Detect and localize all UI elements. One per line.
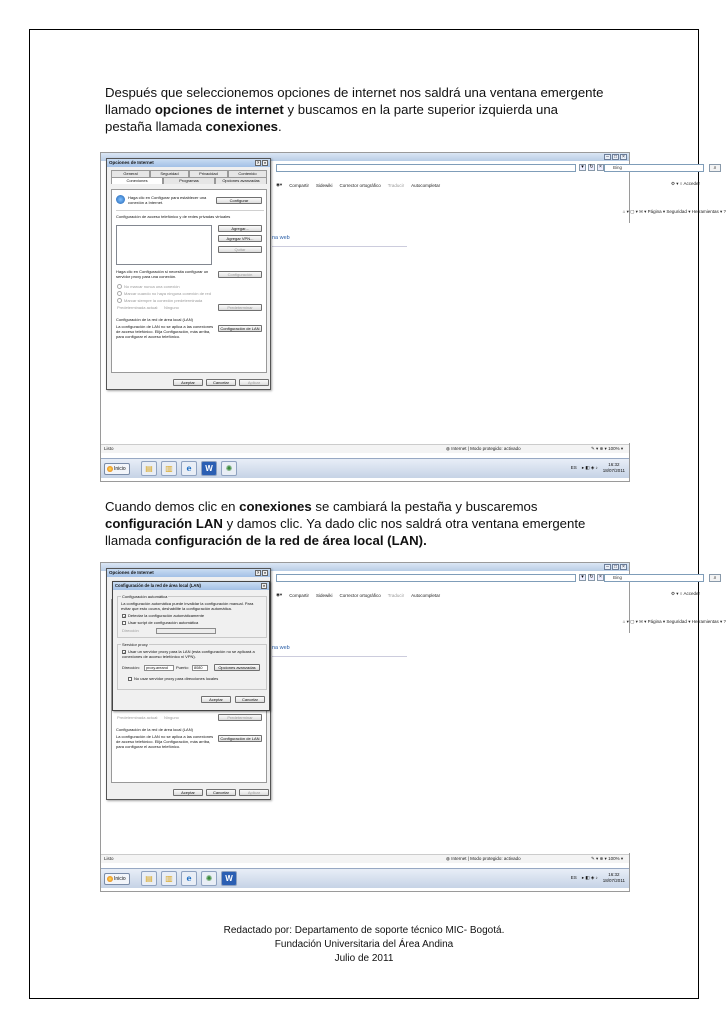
set-default-button[interactable]: Predeterminar xyxy=(218,714,262,721)
checkbox-checked-icon: ✓ xyxy=(123,613,127,619)
radio-always-dial[interactable]: Marcar siempre la conexión predeterminada xyxy=(117,298,202,303)
bold-run: configuración LAN xyxy=(105,516,223,531)
cancel-button[interactable]: Cancelar xyxy=(206,379,236,386)
tab-row-2 xyxy=(111,177,267,184)
browser-toolbar xyxy=(276,181,626,189)
close-icon[interactable]: × xyxy=(620,564,627,570)
group-label: Servidor proxy xyxy=(122,642,148,647)
sidewiki-button[interactable]: Sidewiki xyxy=(315,182,333,188)
dropdown-icon[interactable]: ▾ xyxy=(579,164,586,171)
dialog-title-buttons xyxy=(255,160,268,166)
internet-explorer-icon[interactable]: e xyxy=(181,871,197,886)
internet-explorer-icon[interactable]: e xyxy=(181,461,197,476)
page-menu[interactable]: Página xyxy=(647,619,662,624)
status-bar xyxy=(101,444,629,453)
autofill-button[interactable]: Autocompletar xyxy=(411,182,441,188)
explorer-icon[interactable]: ▥ xyxy=(161,871,177,886)
safety-menu[interactable]: Seguridad xyxy=(666,209,687,214)
text-run: Cuando demos clic en xyxy=(105,499,240,514)
content-title: na web xyxy=(272,645,290,651)
tab-content[interactable]: Contenido xyxy=(228,170,267,177)
internet-options-dialog xyxy=(106,158,271,390)
bold-run: configuración de la red de área local (LAN). xyxy=(154,533,427,548)
advanced-button[interactable]: Opciones avanzadas xyxy=(214,664,260,671)
bold-run: conexiones xyxy=(239,499,312,514)
lan-text: La configuración de LAN no se aplica a las conexiones de acceso telefónico. Elija Configuración, más arriba, para configurar el acceso telefónico. xyxy=(116,324,214,339)
tab-programs[interactable]: Programas xyxy=(163,177,215,184)
tab-connections[interactable]: Conexiones xyxy=(111,177,163,184)
page-content xyxy=(271,223,631,443)
setup-button[interactable]: Configurar xyxy=(216,197,262,204)
word-icon[interactable]: W xyxy=(221,871,237,886)
lan-settings-dialog xyxy=(112,581,270,711)
start-button[interactable]: Inicio xyxy=(104,463,130,475)
current-default-label: Predeterminada actual: xyxy=(117,715,159,720)
close-icon[interactable]: × xyxy=(263,570,267,575)
remove-button[interactable]: Quitar xyxy=(218,246,262,253)
dialog-title: Opciones de Internet ? × xyxy=(107,569,270,577)
globe-icon xyxy=(116,195,125,204)
set-default-button[interactable]: Predeterminar xyxy=(218,304,262,311)
minimize-icon[interactable]: – xyxy=(604,154,611,160)
share-button[interactable]: Compartir xyxy=(289,182,309,188)
group-label: Configuración automática xyxy=(122,594,168,599)
text-run: . xyxy=(278,119,282,134)
lan-dialog-title: Configuración de la red de área local (LAN) × xyxy=(113,582,269,590)
window-buttons xyxy=(604,564,627,570)
connections-list[interactable] xyxy=(116,225,212,265)
tab-advanced[interactable]: Opciones avanzadas xyxy=(215,177,267,184)
radio-dial-when-no-network[interactable]: Marcar cuando no haya ninguna conexión de red xyxy=(117,291,211,296)
status-bar xyxy=(101,854,629,863)
tool-icon[interactable]: ✺ xyxy=(221,461,237,476)
sidewiki-button[interactable]: Sidewiki xyxy=(315,592,333,598)
lan-cancel-button[interactable]: Cancelar xyxy=(235,696,265,703)
taskbar-icons xyxy=(141,461,237,476)
text-run: se cambiará la pestaña y buscaremos xyxy=(311,499,538,514)
bold-run: conexiones xyxy=(205,119,279,134)
cancel-button[interactable]: Cancelar xyxy=(206,789,236,796)
current-default-value: Ninguno xyxy=(164,715,179,720)
tool-icon[interactable]: ✺ xyxy=(201,871,217,886)
search-icon[interactable]: ⌕ xyxy=(709,164,721,172)
lan-heading: Configuración de la red de área local (LAN) xyxy=(116,317,193,322)
detect-settings-checkbox[interactable]: ✓ Detectar la configuración automáticamente xyxy=(123,613,205,619)
close-icon[interactable]: × xyxy=(620,154,627,160)
vpn-heading: Configuración de acceso telefónico y de redes privadas virtuales xyxy=(116,214,231,219)
ok-button[interactable]: Aceptar xyxy=(173,789,203,796)
connections-pane xyxy=(111,189,267,373)
current-default-value: Ninguno xyxy=(164,305,179,310)
security-zone: ◍ Internet | Modo protegido: activado xyxy=(446,856,521,861)
start-button[interactable]: Inicio xyxy=(104,873,130,885)
clock[interactable]: 16:32 18/07/2011 xyxy=(602,462,625,473)
signin-link[interactable]: ⚙ ▾ ○ Acceder xyxy=(671,591,701,596)
maximize-icon[interactable]: □ xyxy=(613,564,618,570)
zoom-level[interactable]: ✎ ▾ ⊕ ▾ 100% ▾ xyxy=(591,446,624,451)
search-input[interactable]: Bing xyxy=(604,574,704,582)
clock[interactable]: 16:32 18/07/2011 xyxy=(602,872,625,883)
close-icon[interactable]: × xyxy=(263,160,267,165)
tab-row-1 xyxy=(111,170,267,177)
tools-menu[interactable]: Herramientas xyxy=(691,209,719,214)
lan-text: La configuración de LAN no se aplica a las conexiones de acceso telefónico. Elija Configuración, más arriba, para configurar el acceso telefónico. xyxy=(116,734,214,749)
zoom-level[interactable]: ✎ ▾ ⊕ ▾ 100% ▾ xyxy=(591,856,624,861)
tab-security[interactable]: Seguridad xyxy=(150,170,189,177)
auto-config-text: La configuración automática puede invalidar la configuración manual. Para evitar que esto ocurra, deshabilite la configuración automática. xyxy=(121,601,254,611)
stop-icon[interactable]: × xyxy=(597,164,604,171)
ok-button[interactable]: Aceptar xyxy=(173,379,203,386)
port-label: Puerto: xyxy=(176,665,189,670)
address-buttons xyxy=(579,164,604,171)
lan-heading: Configuración de la red de área local (LAN) xyxy=(116,727,193,732)
divider xyxy=(116,210,264,211)
folder-icon[interactable]: ▤ xyxy=(141,461,157,476)
dialog-buttons xyxy=(107,379,270,388)
share-button[interactable]: Compartir xyxy=(289,592,309,598)
apply-button[interactable]: Aplicar xyxy=(239,379,269,386)
proxy-address-label: Dirección: xyxy=(122,665,140,670)
auto-config-group xyxy=(117,596,267,638)
tray-icons[interactable]: ▸ ◧ ◈ ♪ xyxy=(581,874,598,880)
tray-icons[interactable]: ▸ ◧ ◈ ♪ xyxy=(581,464,598,470)
current-default-label: Predeterminada actual: xyxy=(117,305,159,310)
windows-logo-icon xyxy=(107,466,113,472)
page-menu[interactable]: Página xyxy=(647,209,662,214)
bypass-local-checkbox[interactable]: No usar servidor proxy para direcciones locales xyxy=(128,676,218,681)
bold-run: opciones de internet xyxy=(154,102,284,117)
proxy-address-input[interactable]: proxy.areand xyxy=(144,665,174,671)
window-buttons xyxy=(604,154,627,160)
instruction-paragraph-1 xyxy=(105,84,605,135)
content-divider xyxy=(272,656,407,657)
taskbar xyxy=(101,458,629,478)
refresh-icon[interactable]: ↻ xyxy=(589,164,594,170)
maximize-icon[interactable]: □ xyxy=(613,154,618,160)
text-run: y buscamos en la parte superior izquierda una pestaña llamada xyxy=(105,102,558,134)
checkbox-checked-icon: ✓ xyxy=(123,649,127,655)
setup-text: Haga clic en Configurar para establecer una conexión a Internet. xyxy=(128,195,207,205)
footer-institution: Fundación Universitaria del Área Andina xyxy=(274,939,454,950)
use-proxy-checkbox[interactable]: ✓ Usar un servidor proxy para la LAN (esta configuración no se aplicará a conexiones de acceso telefónico ni VPN). xyxy=(122,649,255,659)
windows-logo-icon xyxy=(107,876,113,882)
safety-menu[interactable]: Seguridad xyxy=(666,619,687,624)
translate-button[interactable]: Traducir xyxy=(387,592,405,598)
minimize-icon[interactable]: – xyxy=(604,564,611,570)
explorer-icon[interactable]: ▥ xyxy=(161,461,177,476)
footer-author: Redactado por: Departamento de soporte técnico MIC- Bogotá. xyxy=(223,925,505,936)
lan-ok-button[interactable]: Aceptar xyxy=(201,696,231,703)
tab-privacy[interactable]: Privacidad xyxy=(189,170,228,177)
dropdown-icon[interactable]: ▾ xyxy=(579,574,586,581)
checkbox-icon xyxy=(122,621,126,625)
taskbar xyxy=(101,868,629,888)
close-icon[interactable]: × xyxy=(262,583,266,588)
translate-button[interactable]: Traducir xyxy=(387,182,405,188)
apply-button[interactable]: Aplicar xyxy=(239,789,269,796)
taskbar-icons xyxy=(141,871,237,886)
command-bar: ⌂ ▾ ▢ ▾ ✉ ▾ Página ▾ Seguridad ▾ Herramientas ▾ ? xyxy=(622,209,726,214)
search-icon[interactable]: ⌕ xyxy=(709,574,721,582)
screenshot-internet-options xyxy=(100,152,726,482)
address-bar[interactable] xyxy=(276,164,576,172)
internet-options-dialog xyxy=(106,568,271,800)
tab-general[interactable]: General xyxy=(111,170,150,177)
system-tray xyxy=(571,872,625,883)
content-title: na web xyxy=(272,235,290,241)
stop-icon[interactable]: × xyxy=(597,574,604,581)
proxy-group xyxy=(117,644,267,690)
browser-toolbar xyxy=(276,591,626,599)
dialog-buttons xyxy=(107,789,270,798)
screenshot-lan-settings xyxy=(100,562,726,892)
text-run: Después que seleccionemos opciones de internet nos saldrá una ventana emergente llamado xyxy=(105,85,604,117)
globe-icon[interactable]: ◉▾ xyxy=(276,592,283,597)
status-text: Listo xyxy=(104,856,114,861)
page-content xyxy=(271,633,631,853)
radio-never-dial[interactable]: No marcar nunca una conexión xyxy=(117,284,180,289)
language-indicator[interactable]: ES xyxy=(570,465,577,470)
help-icon[interactable]: ? xyxy=(256,160,260,165)
status-text: Listo xyxy=(104,446,114,451)
address-buttons xyxy=(579,574,604,581)
script-address-input[interactable] xyxy=(156,628,216,634)
folder-icon[interactable]: ▤ xyxy=(141,871,157,886)
port-input[interactable]: 8080 xyxy=(192,665,208,671)
text-run: y damos clic. Ya dado clic nos saldrá otra ventana emergente llamada xyxy=(105,516,586,548)
help-icon[interactable]: ? xyxy=(256,570,260,575)
globe-icon[interactable]: ◉▾ xyxy=(276,182,283,187)
spellcheck-button[interactable]: Corrector ortográfico xyxy=(339,592,381,598)
content-divider xyxy=(272,246,407,247)
dialog-title-buttons xyxy=(255,570,268,576)
word-icon[interactable]: W xyxy=(201,461,217,476)
signin-link[interactable]: ⚙ ▾ ○ Acceder xyxy=(671,181,701,186)
settings-button[interactable]: Configuración xyxy=(218,271,262,278)
spellcheck-button[interactable]: Corrector ortográfico xyxy=(339,182,381,188)
tools-menu[interactable]: Herramientas xyxy=(691,619,719,624)
checkbox-icon xyxy=(128,677,132,681)
search-input[interactable]: Bing xyxy=(604,164,704,172)
refresh-icon[interactable]: ↻ xyxy=(589,574,594,580)
add-button[interactable]: Agregar... xyxy=(218,225,262,232)
dialog-title: Opciones de Internet ? × xyxy=(107,159,270,167)
script-address-label: Dirección xyxy=(122,628,139,633)
lan-title-buttons xyxy=(261,583,267,589)
footer-date: Julio de 2011 xyxy=(334,953,394,964)
system-tray xyxy=(571,462,625,473)
security-zone: ◍ Internet | Modo protegido: activado xyxy=(446,446,521,451)
address-bar[interactable] xyxy=(276,574,576,582)
language-indicator[interactable]: ES xyxy=(570,875,577,880)
autofill-button[interactable]: Autocompletar xyxy=(411,592,441,598)
document-footer xyxy=(0,924,728,966)
lan-settings-button[interactable]: Configuración de LAN xyxy=(218,735,262,742)
add-vpn-button[interactable]: Agregar VPN... xyxy=(218,235,262,242)
command-bar: ⌂ ▾ ▢ ▾ ✉ ▾ Página ▾ Seguridad ▾ Herramientas ▾ ? xyxy=(622,619,726,624)
lan-settings-button[interactable]: Configuración de LAN xyxy=(218,325,262,332)
use-script-checkbox[interactable]: Usar script de configuración automática xyxy=(122,620,198,625)
instruction-paragraph-2 xyxy=(105,498,605,549)
proxy-text: Haga clic en Configuración si necesita configurar un servidor proxy para una conexión. xyxy=(116,269,209,279)
